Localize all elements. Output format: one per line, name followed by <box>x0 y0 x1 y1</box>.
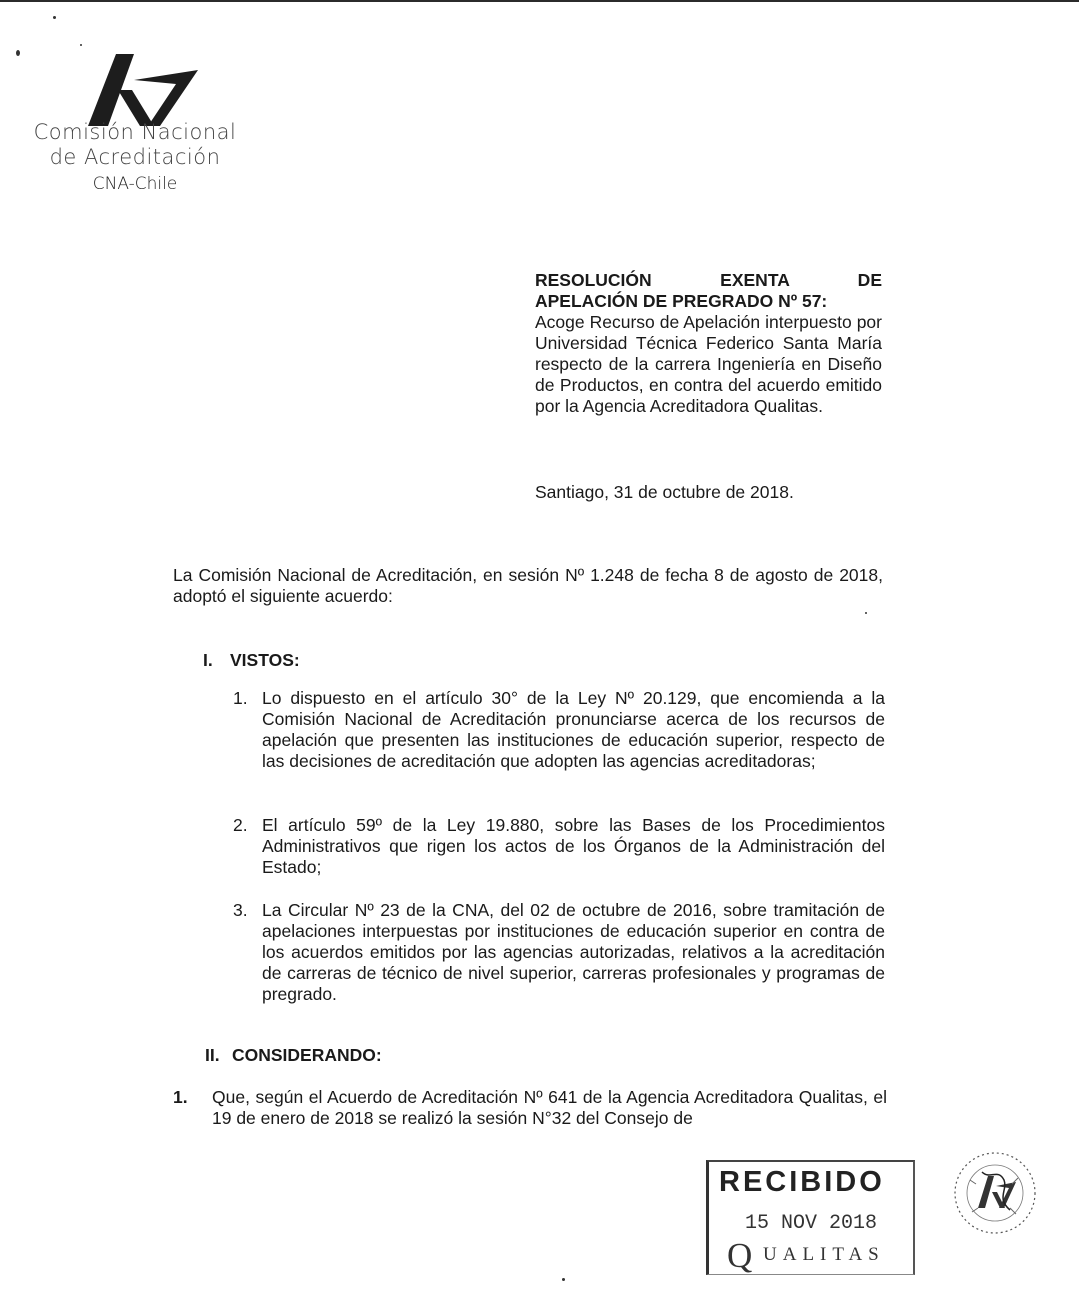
vistos-item <box>233 900 885 1005</box>
resolution-description: Acoge Recurso de Apelación interpuesto por Universidad Técnica Federico Santa María respecto de la carrera Ingeniería en Diseño de Productos, en contra del acuerdo emitido por la Agencia Acreditadora Qualitas. <box>535 312 882 416</box>
stamp-title: RECIBIDO <box>719 1166 885 1198</box>
intro-paragraph: La Comisión Nacional de Acreditación, en sesión Nº 1.248 de fecha 8 de agosto de 2018, adoptó el siguiente acuerdo: <box>173 565 883 606</box>
vistos-number: I. <box>203 650 213 670</box>
scan-speck <box>16 50 20 56</box>
considerando-title: CONSIDERANDO: <box>232 1045 382 1065</box>
resolution-title-line-1: RESOLUCIÓN EXENTA DE <box>535 270 882 290</box>
vistos-item-text: El artículo 59º de la Ley 19.880, sobre las Bases de los Procedimientos Administrativos que rigen los actos de los Órganos de la Administración del Estado; <box>262 815 885 877</box>
scan-speck <box>562 1278 565 1281</box>
page-top-border <box>0 0 1079 2</box>
vistos-item <box>233 815 885 878</box>
scan-speck <box>80 44 82 46</box>
received-stamp <box>706 1160 915 1275</box>
vistos-item-number: 1. <box>233 688 248 708</box>
stamp-q: Q <box>727 1236 753 1275</box>
logo-line-2: de Acreditación <box>49 145 221 169</box>
vistos-item-text: Lo dispuesto en el artículo 30° de la Ley Nº 20.129, que encomienda a la Comisión Nacional de Acreditación pronunciarse acerca de los recursos de apelación que presenten las instituciones de educación superior, respecto de las decisiones de acreditación que adopten las agencias acreditadoras; <box>262 688 885 771</box>
considerando-item <box>173 1087 887 1129</box>
vistos-item-text: La Circular Nº 23 de la CNA, del 02 de octubre de 2016, sobre tramitación de apelaciones interpuestas por instituciones de educación superior en contra de los acuerdos emitidos por las agencias autorizadas, relativos a la acreditación de carreras de técnico de nivel superior, carreras profesionales y programas de pregrado. <box>262 900 885 1004</box>
official-seal-icon <box>952 1150 1038 1236</box>
considerando-item-text: Que, según el Acuerdo de Acreditación Nº 641 de la Agencia Acreditadora Qualitas, el 19 de enero de 2018 se realizó la sesión N°32 del Consejo de <box>212 1087 887 1128</box>
vistos-item <box>233 688 885 772</box>
vistos-heading <box>203 650 300 671</box>
vistos-title: VISTOS: <box>230 650 300 670</box>
considerando-item-number: 1. <box>173 1087 188 1107</box>
considerando-number: II. <box>205 1045 220 1065</box>
scan-speck <box>865 612 867 614</box>
cna-logo-mark <box>88 54 198 128</box>
logo-line-3: CNA-Chile <box>92 174 178 194</box>
resolution-title-line-2: APELACIÓN DE PREGRADO Nº 57: <box>535 291 828 311</box>
vistos-item-number: 2. <box>233 815 248 835</box>
vistos-item-number: 3. <box>233 900 248 920</box>
stamp-date: 15 NOV 2018 <box>744 1212 878 1235</box>
considerando-heading <box>205 1045 382 1066</box>
resolution-title-block <box>535 270 882 417</box>
stamp-name: UALITAS <box>763 1244 885 1265</box>
scan-speck <box>53 16 56 19</box>
logo-line-1: Comisión Nacional <box>33 120 237 144</box>
date-line: Santiago, 31 de octubre de 2018. <box>535 482 794 502</box>
